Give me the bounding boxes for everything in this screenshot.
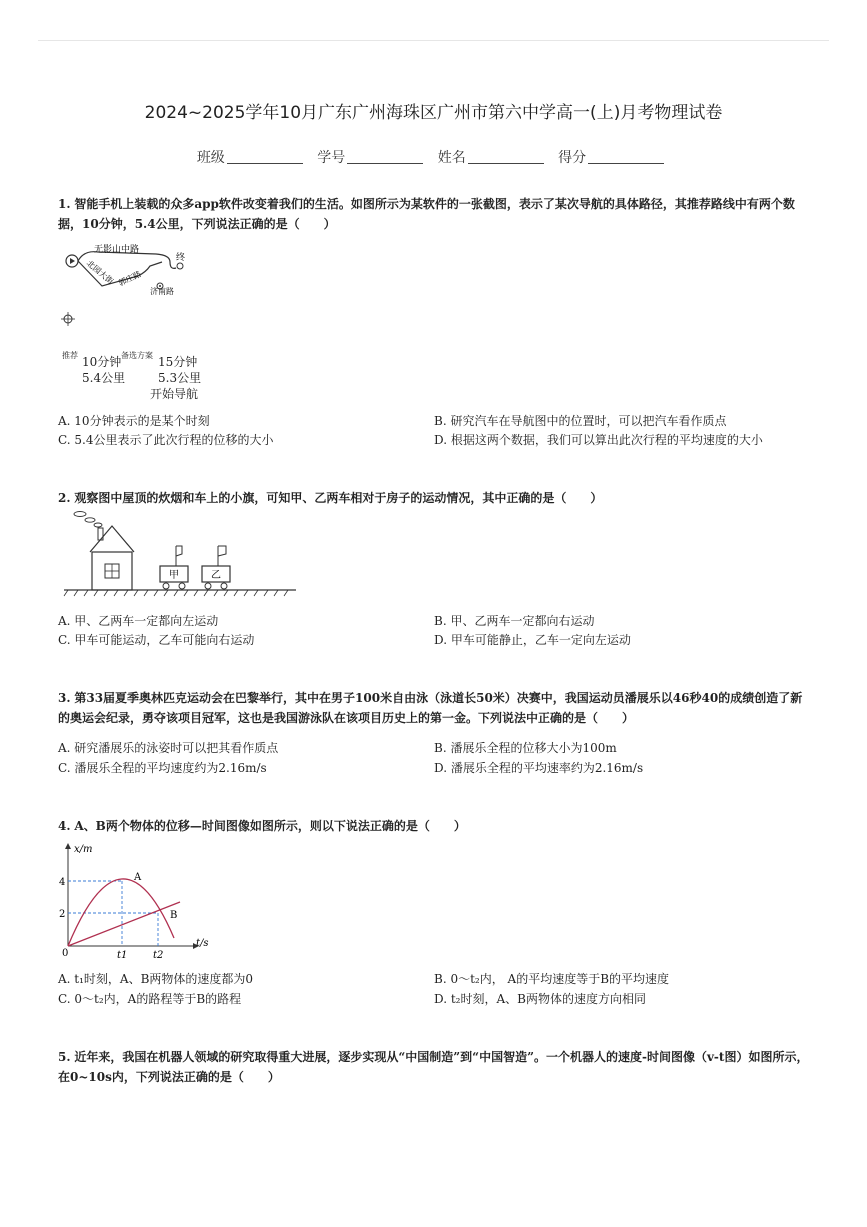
top-divider — [38, 40, 829, 41]
line-b-label: B — [170, 910, 178, 921]
road-label-4: 郭庄路 — [117, 269, 143, 288]
question-1 — [58, 194, 810, 234]
question-stem: A、B两个物体的位移—时间图像如图所示，则以下说法正确的是（ ） — [74, 819, 466, 833]
question-stem: 智能手机上装载的众多app软件改变着我们的生活。如图所示为某软件的一张截图，表示了某次导航的具体路径，其推荐路线中有两个数据，10分钟，5.4公里，下列说法正确的是（ ） — [58, 197, 795, 231]
x-tick-t1: t1 — [117, 950, 128, 961]
name-blank[interactable] — [468, 149, 544, 164]
class-blank[interactable] — [227, 149, 303, 164]
car-2-flag — [218, 546, 226, 556]
option-d[interactable]: D. 甲车可能静止，乙车一定向左运动 — [434, 633, 631, 647]
ground-hatching — [64, 590, 288, 596]
option-b[interactable]: B. 研究汽车在导航图中的位置时，可以把汽车看作质点 — [434, 414, 727, 428]
car-1-flag — [176, 546, 182, 556]
question-number: 4. — [58, 819, 71, 833]
car-1-label: 甲 — [169, 570, 179, 581]
smoke-puff-icon — [74, 512, 86, 517]
question-number: 2. — [58, 491, 71, 505]
car-2-wheel — [205, 583, 211, 589]
start-navigation-button[interactable]: 开始导航 — [150, 387, 199, 401]
question-number: 1. — [58, 197, 71, 211]
class-label: 班级 — [196, 150, 225, 166]
question-stem: 第33届夏季奥林匹克运动会在巴黎举行，其中在男子100米自由泳（泳道长50米）决赛中，我国运动员潘展乐以46秒40的成绩创造了新的奥运会纪录，勇夺该项目冠军，这也是我国游泳队在该项目历史上的第一金。下列说法中正确的是（ ） — [58, 691, 803, 725]
start-arrow-icon — [70, 258, 75, 264]
recommend-time[interactable]: 10分钟 — [82, 355, 122, 369]
road-label-3: 济南路 — [150, 287, 174, 296]
option-c[interactable]: C. 甲车可能运动，乙车可能向右运动 — [58, 633, 255, 647]
line-b — [68, 902, 180, 946]
y-tick-2: 2 — [59, 909, 66, 920]
question-stem: 近年来，我国在机器人领域的研究取得重大进展，逐步实现从“中国制造”到“中国智造”。一个机器人的速度-时间图像（v-t图）如图所示，在0~10s内，下列说法正确的是（ ） — [58, 1050, 809, 1084]
question-5 — [58, 1047, 810, 1087]
option-d[interactable]: D. 根据这两个数据，我们可以算出此次行程的平均速度的大小 — [434, 433, 763, 447]
question-2 — [58, 488, 810, 508]
house-roof — [90, 526, 134, 552]
student-id-blank[interactable] — [347, 149, 423, 164]
end-icon — [177, 263, 183, 269]
question-number: 3. — [58, 691, 71, 705]
car-1-wheel — [163, 583, 169, 589]
option-c[interactable]: C. 潘展乐全程的平均速度约为2.16m/s — [58, 761, 267, 775]
question-stem: 观察图中屋顶的炊烟和车上的小旗，可知甲、乙两车相对于房子的运动情况，其中正确的是（ ） — [74, 491, 603, 505]
student-id-label: 学号 — [317, 150, 346, 166]
option-b[interactable]: B. 潘展乐全程的位移大小为100m — [434, 741, 617, 755]
question-number: 5. — [58, 1050, 71, 1064]
x-axis-label: t/s — [196, 938, 209, 949]
name-label: 姓名 — [437, 150, 466, 166]
alt-plan-label: 备选方案 — [121, 351, 153, 360]
navigation-map-figure — [58, 242, 218, 332]
option-d[interactable]: D. t₂时刻，A、B两物体的速度方向相同 — [434, 992, 646, 1006]
option-c[interactable]: C. 5.4公里表示了此次行程的位移的大小 — [58, 433, 274, 447]
end-label: 终 — [176, 253, 186, 263]
option-b[interactable]: B. 0～t₂内， A的平均速度等于B的平均速度 — [434, 972, 670, 986]
displacement-time-graph — [58, 838, 218, 962]
question-3 — [58, 688, 810, 728]
question-4 — [58, 816, 810, 836]
y-axis-label: x/m — [74, 844, 93, 855]
y-tick-4: 4 — [59, 877, 66, 888]
score-label: 得分 — [558, 150, 587, 166]
option-c[interactable]: C. 0～t₂内，A的路程等于B的路程 — [58, 992, 242, 1006]
student-info-line — [0, 147, 867, 167]
origin-label: 0 — [62, 948, 69, 959]
alt-time[interactable]: 15分钟 — [158, 355, 198, 369]
x-tick-t2: t2 — [153, 950, 164, 961]
recommend-distance: 5.4公里 — [82, 371, 126, 385]
option-d[interactable]: D. 潘展乐全程的平均速率约为2.16m/s — [434, 761, 644, 775]
page-title: 2024~2025学年10月广东广州海珠区广州市第六中学高一(上)月考物理试卷 — [144, 103, 723, 123]
road-label-1: 无影山中路 — [94, 245, 140, 255]
option-a[interactable]: A. t₁时刻，A、B两物体的速度都为0 — [58, 972, 254, 986]
house-and-cars-figure — [60, 508, 300, 604]
option-a[interactable]: A. 研究潘展乐的泳姿时可以把其看作质点 — [58, 741, 279, 755]
alt-distance: 5.3公里 — [158, 371, 202, 385]
car-2-label: 乙 — [211, 570, 221, 581]
option-a[interactable]: A. 10分钟表示的是某个时刻 — [58, 414, 210, 428]
curve-a-label: A — [134, 872, 142, 883]
score-blank[interactable] — [588, 149, 664, 164]
option-b[interactable]: B. 甲、乙两车一定都向右运动 — [434, 614, 595, 628]
road-label-2: 北园大街 — [84, 258, 116, 287]
option-a[interactable]: A. 甲、乙两车一定都向左运动 — [58, 614, 219, 628]
recommend-label: 推荐 — [62, 351, 78, 360]
